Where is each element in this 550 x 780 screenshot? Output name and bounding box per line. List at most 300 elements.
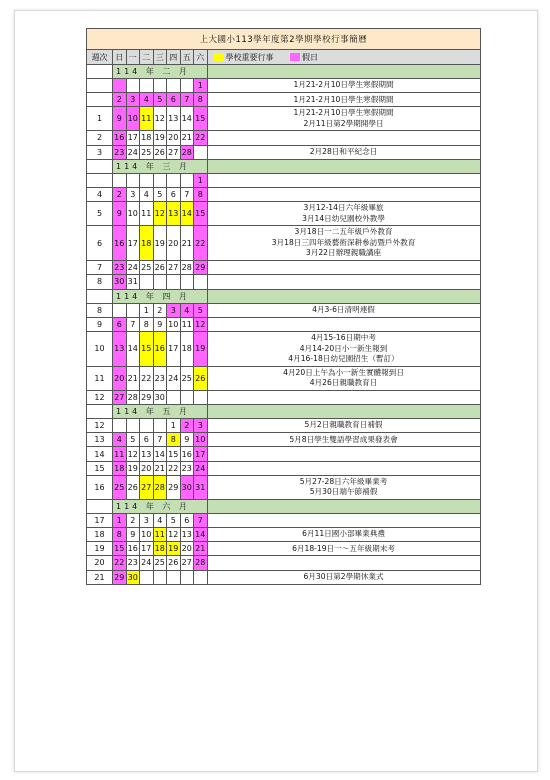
month-header-week-blank: [87, 159, 113, 173]
day-cell: 7: [126, 317, 140, 331]
day-cell: 20: [180, 542, 194, 556]
day-cell: 8: [140, 317, 154, 331]
events-cell: [207, 419, 480, 433]
event-item: 6月30日第2學期休業式: [303, 571, 384, 581]
day-cell: 7: [153, 433, 167, 447]
events-cell: [207, 461, 480, 475]
events-cell: [207, 513, 480, 527]
day-cell: 16: [113, 226, 127, 261]
day-cell: 25: [153, 556, 167, 570]
day-cell: 6: [167, 187, 181, 201]
week-number: 17: [87, 513, 113, 527]
day-cell: 27: [113, 390, 127, 404]
day-cell: [126, 419, 140, 433]
month-header-week-blank: [87, 405, 113, 419]
day-cell: [140, 570, 154, 584]
day-cell: 29: [140, 390, 154, 404]
day-cell: 25: [113, 475, 127, 499]
day-cell: [140, 419, 154, 433]
event-item: 3月12-14日六年級畢旅: [303, 203, 384, 213]
week-number: 10: [87, 331, 113, 366]
day-cell: 19: [153, 226, 167, 261]
day-cell: [153, 419, 167, 433]
day-cell: 30: [113, 275, 127, 289]
event-item: 4月15-16日期中考: [311, 333, 376, 343]
day-cell: [140, 173, 154, 187]
day-cell: 5: [153, 187, 167, 201]
week-row: [87, 202, 481, 226]
event-item: 6月11日國小部畢業典禮: [302, 529, 385, 539]
day-cell: 21: [180, 131, 194, 145]
day-cell: 2: [113, 93, 127, 107]
day-cell: 28: [180, 145, 194, 159]
day-cell: [140, 275, 154, 289]
week-row: [87, 433, 481, 447]
event-item: 2月28日和平紀念日: [309, 146, 378, 156]
day-cell: 16: [180, 447, 194, 461]
week-number: 8: [87, 303, 113, 317]
header-day-tue: 二: [140, 50, 154, 65]
day-cell: 14: [180, 202, 194, 226]
day-cell: 6: [180, 513, 194, 527]
legend-school-event-label: 學校重要行事: [225, 52, 274, 62]
events-cell: [207, 173, 480, 187]
day-cell: 8: [194, 93, 208, 107]
week-row: [87, 570, 481, 584]
day-cell: [180, 570, 194, 584]
week-number: [87, 173, 113, 187]
day-cell: 13: [167, 107, 181, 131]
day-cell: 16: [153, 331, 167, 366]
month-header-events-blank: [207, 499, 480, 513]
day-cell: [153, 275, 167, 289]
day-cell: 27: [167, 145, 181, 159]
events-cell: [207, 187, 480, 201]
month-header-row: [87, 289, 481, 303]
legend-holiday-swatch: [290, 53, 300, 61]
events-cell: [207, 261, 480, 275]
day-cell: 14: [180, 107, 194, 131]
day-cell: 3: [140, 513, 154, 527]
week-number: 3: [87, 145, 113, 159]
day-cell: 4: [140, 187, 154, 201]
day-cell: 12: [167, 528, 181, 542]
day-cell: [126, 303, 140, 317]
day-cell: [153, 570, 167, 584]
day-cell: 5: [153, 93, 167, 107]
header-day-fri: 五: [180, 50, 194, 65]
day-cell: 15: [113, 542, 127, 556]
events-cell: [207, 145, 480, 159]
week-row: [87, 261, 481, 275]
day-cell: 26: [153, 261, 167, 275]
day-cell: 7: [194, 513, 208, 527]
day-cell: 21: [126, 366, 140, 390]
day-cell: 11: [180, 317, 194, 331]
event-item: 3月18日三四年級藝術深耕參訪暨戶外教育: [271, 237, 416, 247]
day-cell: [167, 390, 181, 404]
event-item: 4月3-6日清明連假: [312, 304, 375, 314]
document-page: [14, 10, 538, 772]
day-cell: 28: [194, 556, 208, 570]
event-item: 5月27-28日六年級畢業考: [299, 476, 388, 486]
day-cell: 16: [126, 542, 140, 556]
day-cell: 21: [153, 461, 167, 475]
events-cell: [207, 475, 480, 499]
day-cell: 27: [180, 556, 194, 570]
day-cell: 9: [180, 433, 194, 447]
day-cell: 12: [194, 317, 208, 331]
day-cell: 10: [140, 528, 154, 542]
day-cell: 9: [113, 202, 127, 226]
month-header-row: [87, 405, 481, 419]
day-cell: 11: [153, 528, 167, 542]
month-label: 114 年 六 月: [113, 499, 208, 513]
day-cell: 23: [180, 461, 194, 475]
school-calendar-table: [86, 28, 481, 585]
month-header-row: [87, 65, 481, 79]
day-cell: 5: [126, 433, 140, 447]
day-cell: [167, 173, 181, 187]
week-row: [87, 131, 481, 145]
day-cell: 7: [180, 93, 194, 107]
day-cell: 19: [167, 542, 181, 556]
week-row: [87, 542, 481, 556]
day-cell: 18: [180, 331, 194, 366]
events-cell: [207, 528, 480, 542]
day-cell: 1: [167, 419, 181, 433]
week-number: 5: [87, 202, 113, 226]
day-cell: 4: [113, 433, 127, 447]
day-cell: 18: [140, 131, 154, 145]
week-row: [87, 331, 481, 366]
day-cell: [126, 173, 140, 187]
day-cell: 29: [194, 261, 208, 275]
month-header-row: [87, 159, 481, 173]
day-cell: 17: [194, 447, 208, 461]
week-row: [87, 145, 481, 159]
day-cell: 17: [167, 331, 181, 366]
event-item: 4月26日親職教育日: [309, 378, 378, 388]
day-cell: 27: [167, 261, 181, 275]
day-cell: [113, 303, 127, 317]
day-cell: 15: [167, 447, 181, 461]
day-cell: 3: [126, 187, 140, 201]
day-cell: 1: [194, 79, 208, 93]
week-row: [87, 226, 481, 261]
header-day-thu: 四: [167, 50, 181, 65]
month-label: 114 年 五 月: [113, 405, 208, 419]
events-cell: [207, 93, 480, 107]
day-cell: 3: [126, 93, 140, 107]
day-cell: 27: [140, 475, 154, 499]
day-cell: 9: [113, 107, 127, 131]
week-number: 2: [87, 131, 113, 145]
week-row: [87, 79, 481, 93]
day-cell: 24: [167, 366, 181, 390]
day-cell: 23: [113, 261, 127, 275]
week-row: [87, 419, 481, 433]
day-cell: 19: [153, 131, 167, 145]
month-header-events-blank: [207, 289, 480, 303]
event-item: 5月30日端午節補假: [309, 487, 378, 497]
day-cell: 13: [113, 331, 127, 366]
header-day-wed: 三: [153, 50, 167, 65]
event-item: 3月18日一二五年級戶外教育: [294, 227, 393, 237]
week-row: [87, 556, 481, 570]
day-cell: 30: [153, 390, 167, 404]
header-day-sat: 六: [194, 50, 208, 65]
day-cell: [194, 145, 208, 159]
day-cell: 4: [153, 513, 167, 527]
events-cell: [207, 107, 480, 131]
month-header-events-blank: [207, 405, 480, 419]
day-cell: 10: [167, 317, 181, 331]
day-cell: 11: [140, 107, 154, 131]
day-cell: 19: [126, 461, 140, 475]
day-cell: 6: [113, 317, 127, 331]
day-cell: 18: [113, 461, 127, 475]
event-item: 1月21-2月10日學生寒假期間: [293, 80, 394, 90]
week-number: 11: [87, 366, 113, 390]
day-cell: 12: [126, 447, 140, 461]
day-cell: 8: [194, 187, 208, 201]
day-cell: 9: [153, 317, 167, 331]
event-item: 1月21-2月10日學生寒假期間: [293, 94, 394, 104]
event-item: 3月14日幼兒園校外教學: [302, 213, 385, 223]
month-header-week-blank: [87, 65, 113, 79]
event-item: 6月18-19日一～五年級期末考: [292, 543, 395, 553]
calendar-title: 上大國小113學年度第2學期學校行事簡曆: [87, 29, 481, 50]
event-item: 4月14-20日小一新生報到: [299, 343, 388, 353]
day-cell: [194, 275, 208, 289]
day-cell: [180, 390, 194, 404]
day-cell: 22: [167, 461, 181, 475]
week-number: 8: [87, 275, 113, 289]
day-cell: 22: [194, 131, 208, 145]
week-number: 12: [87, 419, 113, 433]
day-cell: [113, 419, 127, 433]
month-header-events-blank: [207, 65, 480, 79]
day-cell: [140, 79, 154, 93]
day-cell: 17: [126, 226, 140, 261]
day-cell: 10: [126, 202, 140, 226]
day-cell: [153, 79, 167, 93]
day-cell: 12: [153, 107, 167, 131]
event-item: 5月8日學生雙語學習成果發表會: [289, 434, 398, 444]
day-cell: 20: [167, 226, 181, 261]
events-cell: [207, 131, 480, 145]
week-number: 4: [87, 187, 113, 201]
week-number: 18: [87, 528, 113, 542]
events-cell: [207, 275, 480, 289]
day-cell: 15: [140, 331, 154, 366]
events-cell: [207, 433, 480, 447]
day-cell: 11: [113, 447, 127, 461]
legend-school-event-swatch: [214, 53, 224, 61]
day-cell: 10: [126, 107, 140, 131]
day-cell: 23: [113, 145, 127, 159]
day-cell: 22: [194, 226, 208, 261]
day-cell: 1: [140, 303, 154, 317]
day-cell: [153, 173, 167, 187]
week-row: [87, 447, 481, 461]
week-row: [87, 187, 481, 201]
events-cell: [207, 303, 480, 317]
day-cell: [113, 79, 127, 93]
week-number: 16: [87, 475, 113, 499]
day-cell: 21: [194, 542, 208, 556]
day-cell: [167, 275, 181, 289]
week-number: 7: [87, 261, 113, 275]
day-cell: 24: [126, 261, 140, 275]
week-row: [87, 107, 481, 131]
events-cell: [207, 331, 480, 366]
events-cell: [207, 79, 480, 93]
day-cell: 15: [194, 107, 208, 131]
week-number: 12: [87, 390, 113, 404]
day-cell: 29: [113, 570, 127, 584]
event-item: 3月22日辦理親職講座: [305, 248, 382, 258]
legend-holiday-label: 假日: [302, 52, 319, 62]
day-cell: 26: [126, 475, 140, 499]
day-cell: [194, 570, 208, 584]
day-cell: 20: [113, 366, 127, 390]
events-cell: [207, 570, 480, 584]
day-cell: 13: [167, 202, 181, 226]
month-header-events-blank: [207, 159, 480, 173]
event-item: 2月11日第2學期開學日: [303, 118, 384, 128]
day-cell: 5: [167, 513, 181, 527]
day-cell: 28: [126, 390, 140, 404]
day-cell: 2: [180, 419, 194, 433]
day-cell: 10: [194, 433, 208, 447]
day-cell: 7: [180, 187, 194, 201]
header-row: [87, 50, 481, 65]
month-header-week-blank: [87, 289, 113, 303]
week-row: [87, 317, 481, 331]
day-cell: 26: [194, 366, 208, 390]
week-number: [87, 79, 113, 93]
week-number: 1: [87, 107, 113, 131]
day-cell: 12: [153, 202, 167, 226]
day-cell: 17: [140, 542, 154, 556]
day-cell: 26: [167, 556, 181, 570]
events-cell: [207, 226, 480, 261]
week-number: 14: [87, 447, 113, 461]
day-cell: 1: [113, 513, 127, 527]
day-cell: 28: [180, 261, 194, 275]
day-cell: 4: [180, 303, 194, 317]
events-cell: [207, 317, 480, 331]
day-cell: [113, 173, 127, 187]
day-cell: 19: [194, 331, 208, 366]
day-cell: 20: [140, 461, 154, 475]
day-cell: [167, 570, 181, 584]
event-item: 5月2日親職教育日補假: [304, 420, 383, 430]
day-cell: 20: [167, 131, 181, 145]
week-row: [87, 93, 481, 107]
day-cell: 4: [140, 93, 154, 107]
day-cell: 25: [180, 366, 194, 390]
month-label: 114 年 三 月: [113, 159, 208, 173]
day-cell: 13: [140, 447, 154, 461]
day-cell: 14: [153, 447, 167, 461]
day-cell: 15: [194, 202, 208, 226]
day-cell: 23: [153, 366, 167, 390]
week-row: [87, 475, 481, 499]
week-number: 21: [87, 570, 113, 584]
day-cell: 29: [167, 475, 181, 499]
day-cell: 6: [140, 433, 154, 447]
events-cell: [207, 202, 480, 226]
week-number: 6: [87, 226, 113, 261]
month-label: 114 年 四 月: [113, 289, 208, 303]
header-week: 週次: [87, 50, 113, 65]
day-cell: [180, 275, 194, 289]
week-number: 15: [87, 461, 113, 475]
day-cell: 9: [126, 528, 140, 542]
day-cell: 23: [126, 556, 140, 570]
legend: [207, 50, 480, 65]
event-item: 4月16-18日幼兒園招生（暫訂）: [288, 354, 399, 364]
week-row: [87, 173, 481, 187]
week-number: 9: [87, 317, 113, 331]
day-cell: [194, 390, 208, 404]
events-cell: [207, 542, 480, 556]
event-item: 4月20日上午為小一新生實體報到日: [283, 367, 404, 377]
events-cell: [207, 366, 480, 390]
day-cell: 24: [194, 461, 208, 475]
event-item: 1月21-2月10日學生寒假期間: [293, 108, 394, 118]
day-cell: 14: [126, 331, 140, 366]
day-cell: 8: [167, 433, 181, 447]
day-cell: 5: [194, 303, 208, 317]
week-row: [87, 366, 481, 390]
day-cell: 3: [194, 419, 208, 433]
day-cell: 14: [194, 528, 208, 542]
week-row: [87, 390, 481, 404]
week-number: 20: [87, 556, 113, 570]
day-cell: 26: [153, 145, 167, 159]
day-cell: 22: [140, 366, 154, 390]
day-cell: 24: [126, 145, 140, 159]
day-cell: 2: [126, 513, 140, 527]
day-cell: 6: [167, 93, 181, 107]
day-cell: 18: [140, 226, 154, 261]
events-cell: [207, 390, 480, 404]
day-cell: [126, 79, 140, 93]
header-day-mon: 一: [126, 50, 140, 65]
month-label: 114 年 二 月: [113, 65, 208, 79]
month-header-week-blank: [87, 499, 113, 513]
day-cell: 2: [113, 187, 127, 201]
week-number: [87, 93, 113, 107]
day-cell: 22: [113, 556, 127, 570]
week-row: [87, 303, 481, 317]
week-number: 13: [87, 433, 113, 447]
day-cell: 2: [153, 303, 167, 317]
day-cell: 25: [140, 261, 154, 275]
day-cell: 28: [153, 475, 167, 499]
day-cell: 30: [126, 570, 140, 584]
week-row: [87, 275, 481, 289]
day-cell: [180, 173, 194, 187]
day-cell: 17: [126, 131, 140, 145]
week-row: [87, 461, 481, 475]
events-cell: [207, 556, 480, 570]
day-cell: [167, 79, 181, 93]
